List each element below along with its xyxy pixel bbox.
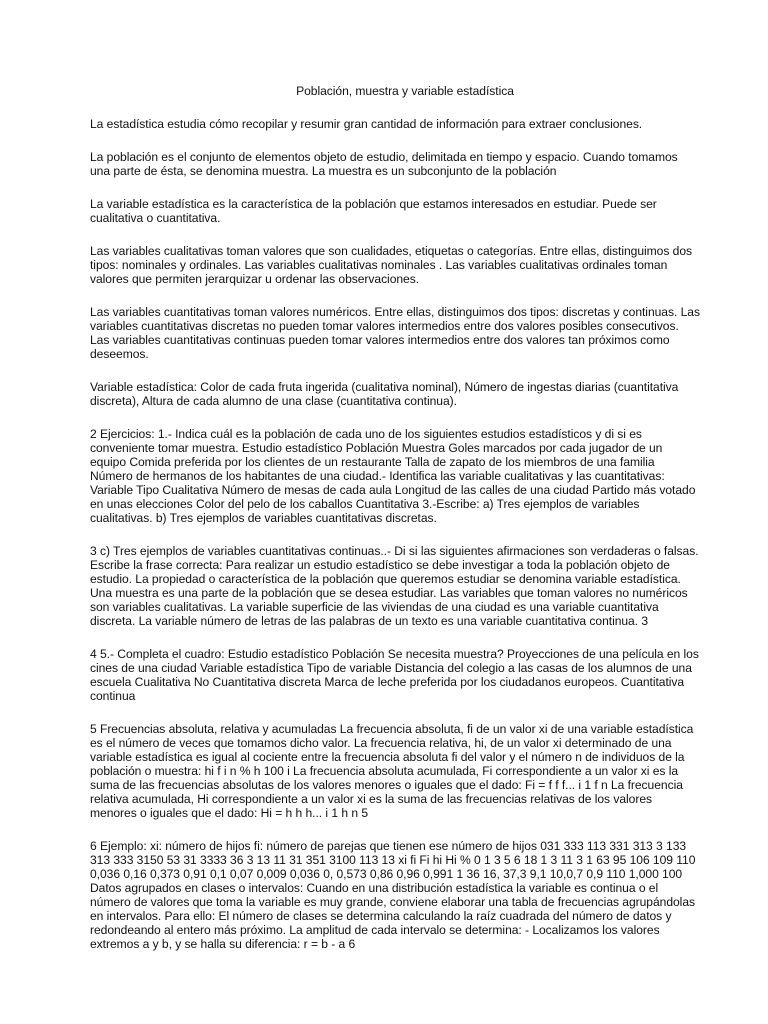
paragraph-cuantitativas: Las variables cuantitativas toman valores numéricos. Entre ellas, distinguimos dos tipos: discretas y continuas. Las variables cuantitativas discretas no pueden tomar valores intermedios entre dos valores posibles consecutivos. Las variables cuantitativas continuas pueden tomar valores intermedios entre dos valores tan próximos como deseemos. <box>90 305 700 361</box>
paragraph-ejercicios-2: 2 Ejercicios: 1.- Indica cuál es la población de cada uno de los siguientes estudios estadísticos y di si es conveniente tomar muestra. Estudio estadístico Población Muestra Goles marcados por cada jugador de un equipo Comida preferida por los clientes de un restaurante Talla de zapato de los miembros de una familia Número de hermanos de los habitantes de una ciudad.- Identifica las variable cualitativas y las cuantitativas: Variable Tipo Cualitativa Número de mesas de cada aula Longitud de las calles de una ciudad Partido más votado en unas elecciones Color del pelo de los caballos Cuantitativa 3.-Escribe: a) Tres ejemplos de variables cualitativas. b) Tres ejemplos de variables cuantitativas discretas. <box>90 427 696 525</box>
paragraph-poblacion: La población es el conjunto de elementos objeto de estudio, delimitada en tiempo y espacio. Cuando tomamos una parte de ésta, se denomina muestra. La muestra es un subconjunto de la población <box>90 150 678 178</box>
paragraph-ejemplo-hijos: 6 Ejemplo: xi: número de hijos fi: número de parejas que tienen ese número de hijos 031 333 113 331 313 3 133 313 333 3150 53 31 3333 36 3 13 11 31 351 3100 113 13 xi fi Fi hi Hi % 0 1 3 5 6 18 1 3 11 3 1 63 95 106 109 110 0,036 0,16 0,373 0,91 0,1 0,07 0,009 0,036 0, 0,573 0,86 0,96 0,991 1 36 16, 37,3 9,1 10,0,7 0,9 110 1,000 100 Datos agrupados en clases o intervalos: Cuando en una distribución estadística la variable es continua o el número de valores que toma la variable es muy grande, conviene elaborar una tabla de frecuencias agrupándolas en intervalos. Para ello: El número de clases se determina calculando la raíz cuadrada del número de datos y redondeando al entero más próximo. La amplitud de cada intervalo se determina: - Localizamos los valores extremos a y b, y se halla su diferencia: r = b - a 6 <box>90 839 696 951</box>
paragraph-variable: La variable estadística es la característica de la población que estamos interesados en estudiar. Puede ser cualitativa o cuantitativa. <box>90 197 657 225</box>
paragraph-ejemplo-variable: Variable estadística: Color de cada fruta ingerida (cualitativa nominal), Número de ingestas diarias (cuantitativa discreta), Altura de cada alumno de una clase (cuantitativa continua). <box>90 380 679 408</box>
paragraph-intro: La estadística estudia cómo recopilar y resumir gran cantidad de información para extraer conclusiones. <box>90 117 643 131</box>
paragraph-frecuencias: 5 Frecuencias absoluta, relativa y acumuladas La frecuencia absoluta, fi de un valor xi de una variable estadística es el número de veces que tomamos dicho valor. La frecuencia relativa, hi, de un valor xi determinado de una variable estadística es igual al cociente entre la frecuencia absoluta fi del valor y el número n de individuos de la población o muestra: hi f i n % h 100 i La frecuencia absoluta acumulada, Fi correspondiente a un valor xi es la suma de las frecuencias absolutas de los valores menores o iguales que el dado: Fi = f f f... i 1 f n La frecuencia relativa acumulada, Hi correspondiente a un valor xi es la suma de las frecuencias relativas de los valores menores o iguales que el dado: Hi = h h h... i 1 h n 5 <box>90 722 694 820</box>
paragraph-cualitativas: Las variables cualitativas toman valores que son cualidades, etiquetas o categorías. Entre ellas, distinguimos dos tipos: nominales y ordinales. Las variables cualitativas nominales . Las variables cualitativas ordinales toman valores que permiten jerarquizar u ordenar las observaciones. <box>90 244 693 286</box>
paragraph-ejercicios-4: 4 5.- Completa el cuadro: Estudio estadístico Población Se necesita muestra? Proyecciones de una película en los cines de una ciudad Variable estadística Tipo de variable Distancia del colegio a las casas de los alumnos de una escuela Cualitativa No Cuantitativa discreta Marca de leche preferida por los ciudadanos europeos. Cuantitativa continua <box>90 647 699 703</box>
document-page <box>90 84 700 970</box>
document-title: Población, muestra y variable estadística <box>296 84 514 98</box>
paragraph-ejercicios-3: 3 c) Tres ejemplos de variables cuantitativas continuas..- Di si las siguientes afirmaciones son verdaderas o falsas. Escribe la frase correcta: Para realizar un estudio estadístico se debe investigar a toda la población objeto de estudio. La propiedad o característica de la población que queremos estudiar se denomina variable estadística. Una muestra es una parte de la población que se desea estudiar. Las variables que toman valores no numéricos son variables cualitativas. La variable superficie de las viviendas de una ciudad es una variable cuantitativa discreta. La variable número de letras de las palabras de un texto es una variable cuantitativa continua. 3 <box>90 544 699 628</box>
